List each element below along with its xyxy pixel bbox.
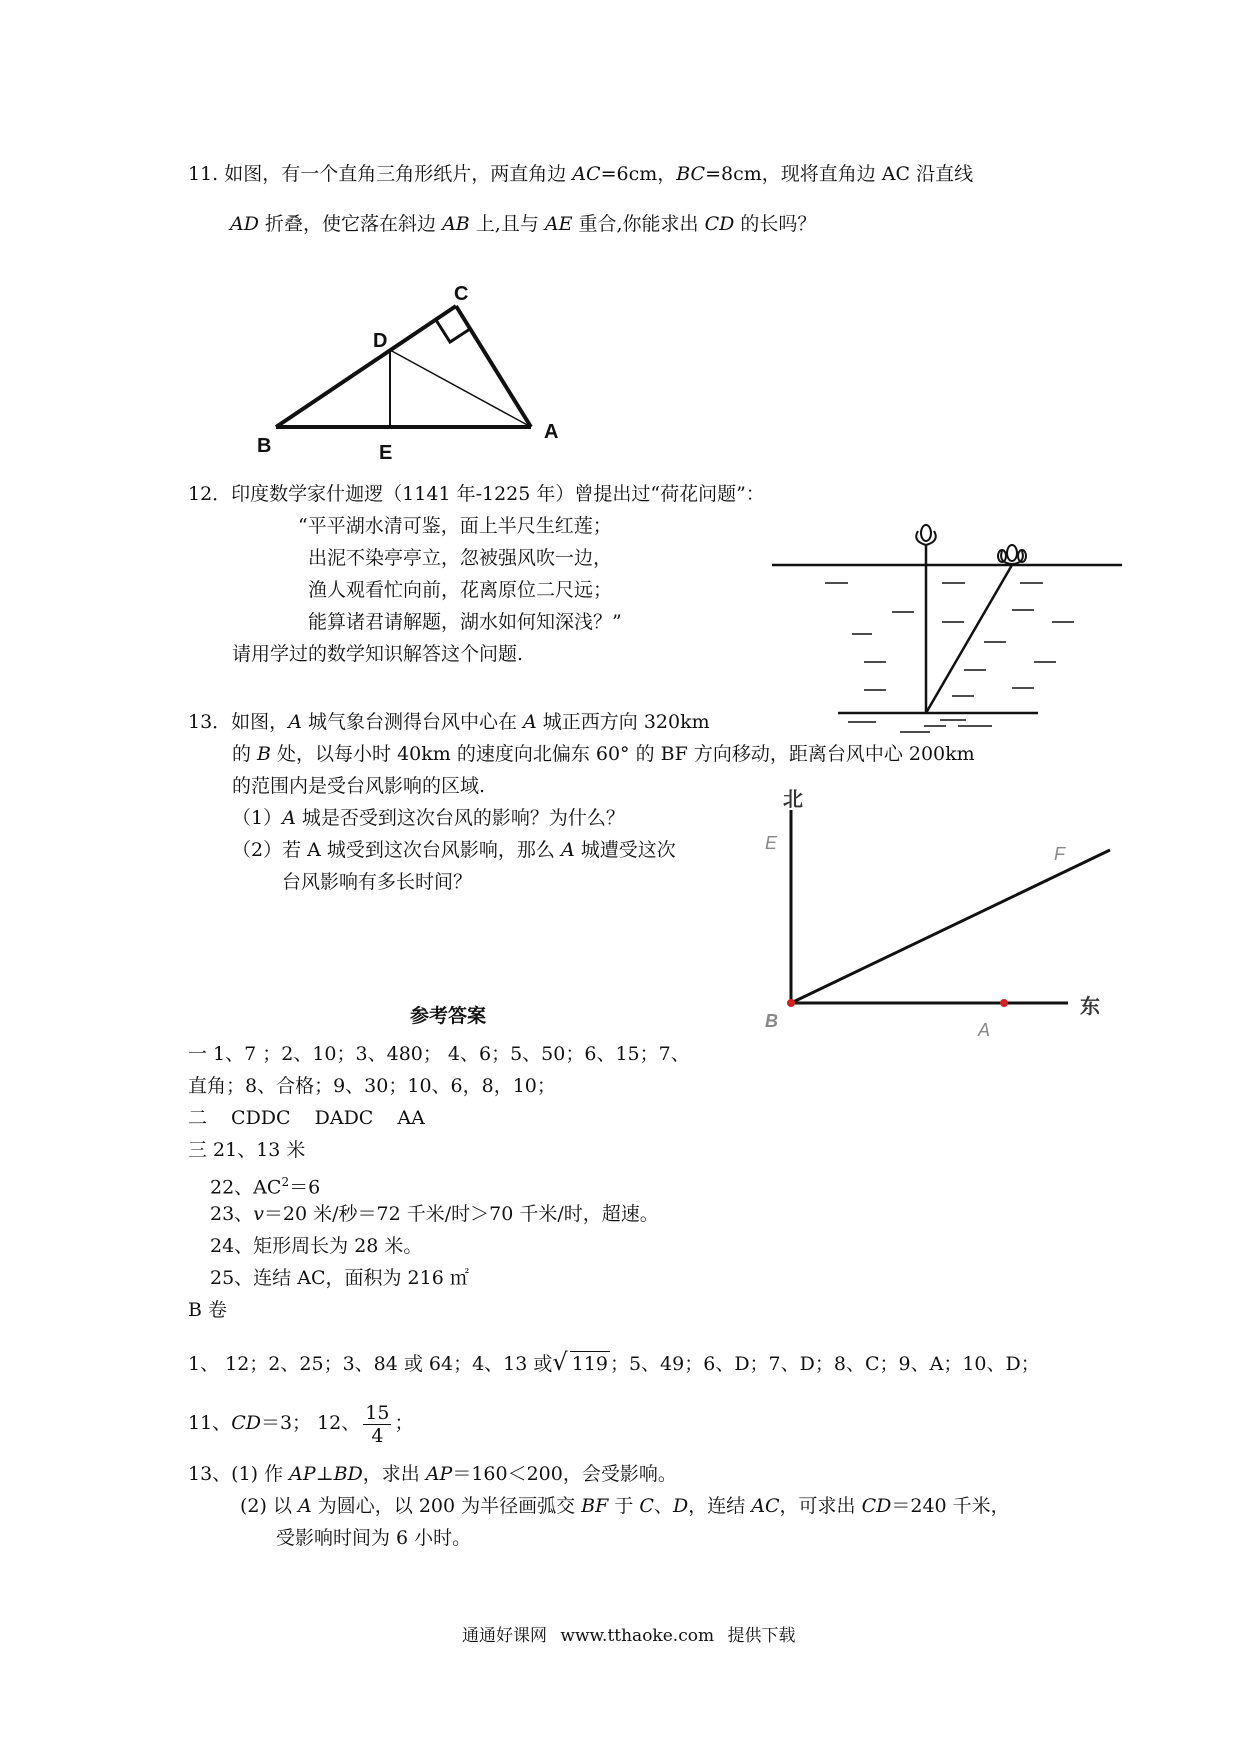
label-c: C xyxy=(454,283,469,305)
answer-line-3: 二 CDDC DADC AA xyxy=(188,1107,425,1129)
bf-path xyxy=(791,850,1110,1003)
label-e: E xyxy=(765,833,778,853)
q12-poem-1: “平平湖水清可鉴，面上半尺生红莲； xyxy=(298,515,612,537)
q13-part-2-cont: 台风影响有多长时间？ xyxy=(282,871,473,893)
answer-line-2: 直角；8、合格；9、30；10、6，8，10； xyxy=(188,1075,556,1097)
point-a xyxy=(1000,999,1008,1007)
label-b: B xyxy=(257,435,272,457)
answer-b-line-2: 11、CD＝3； 12、 $\frac{15}{4}$ ； xyxy=(188,1401,414,1447)
answer-line-9: B 卷 xyxy=(188,1299,228,1321)
label-north: 北 xyxy=(783,789,803,811)
answer-line-5: 22、$AC^2=6$ xyxy=(210,1175,321,1199)
label-e: E xyxy=(379,442,393,464)
label-f: F xyxy=(1054,844,1065,864)
q11-line-2: AD 折叠，使它落在斜边 AB 上,且与 AE 重合,你能求出 CD 的长吗？ xyxy=(230,213,817,235)
sqrt-icon: √ xyxy=(552,1348,568,1376)
q13-line-2: 的 B 处，以每小时 40km 的速度向北偏东 60° 的 BF 方向移动，距离台风中心 200km xyxy=(232,743,975,765)
q13-part-1: （1）A 城是否受到这次台风的影响？为什么？ xyxy=(232,807,625,829)
label-b: B xyxy=(765,1011,778,1031)
answer-b-line-4: (2) 以 A 为圆心，以 200 为半径画弧交 BF 于 C、D，连结 AC，可求出 CD＝240 千米， xyxy=(240,1495,1010,1517)
q11-line-1: 11. 如图，有一个直角三角形纸片，两直角边 AC=6cm，BC=8cm，现将直角边 AC 沿直线 xyxy=(188,163,974,185)
answer-line-6: 23、v＝20 米/秒＝72 千米/时＞70 千米/时，超速。 xyxy=(210,1203,659,1225)
label-a: A xyxy=(544,421,559,443)
label-a: A xyxy=(978,1020,991,1040)
q12-intro: 12．印度数学家什迦逻（1141 年-1225 年）曾提出过“荷花问题”： xyxy=(188,483,765,505)
footer-credit: 通通好课网 www.tthaoke.com 提供下载 xyxy=(462,1626,796,1646)
q12-poem-4: 能算诸君请解题，湖水如何知深浅？” xyxy=(308,611,622,633)
q13-line-3: 的范围内是受台风影响的区域. xyxy=(232,775,486,797)
point-b xyxy=(787,999,795,1007)
q13-line-1: 13．如图，A 城气象台测得台风中心在 A 城正西方向 320km xyxy=(188,711,710,733)
q13-part-2: （2）若 A 城受到这次台风影响，那么 A 城遭受这次 xyxy=(232,839,676,861)
answer-b-line-1: 1、 12；2、25；3、84 或 64；4、13 或√ 119 ；5、49；6、D；7、D；8、C；9、A；10、D； xyxy=(188,1348,1040,1376)
label-east: 东 xyxy=(1080,996,1100,1018)
fraction: $\frac{15}{4}$ xyxy=(365,1401,390,1447)
q12-poem-3: 渔人观看忙向前，花离原位二尺远； xyxy=(308,579,613,601)
answer-line-4: 三 21、13 米 xyxy=(188,1139,306,1161)
answer-b-line-3: 13、(1) 作 AP⊥BD，求出 AP＝160＜200，会受影响。 xyxy=(188,1463,677,1485)
label-d: D xyxy=(373,330,388,352)
answer-line-1: 一 1、7 ；2、10；3、480； 4、6；5、50；6、15；7、 xyxy=(188,1043,690,1065)
answer-line-8: 25、连结 AC，面积为 216 ㎡ xyxy=(210,1267,469,1289)
answer-b-line-5: 受影响时间为 6 小时。 xyxy=(276,1527,472,1549)
answer-line-7: 24、矩形周长为 28 米。 xyxy=(210,1235,423,1257)
q12-poem-2: 出泥不染亭亭立，忽被强风吹一边， xyxy=(308,547,613,569)
answers-title: 参考答案 xyxy=(410,1005,487,1027)
q12-ask: 请用学过的数学知识解答这个问题. xyxy=(232,643,524,665)
